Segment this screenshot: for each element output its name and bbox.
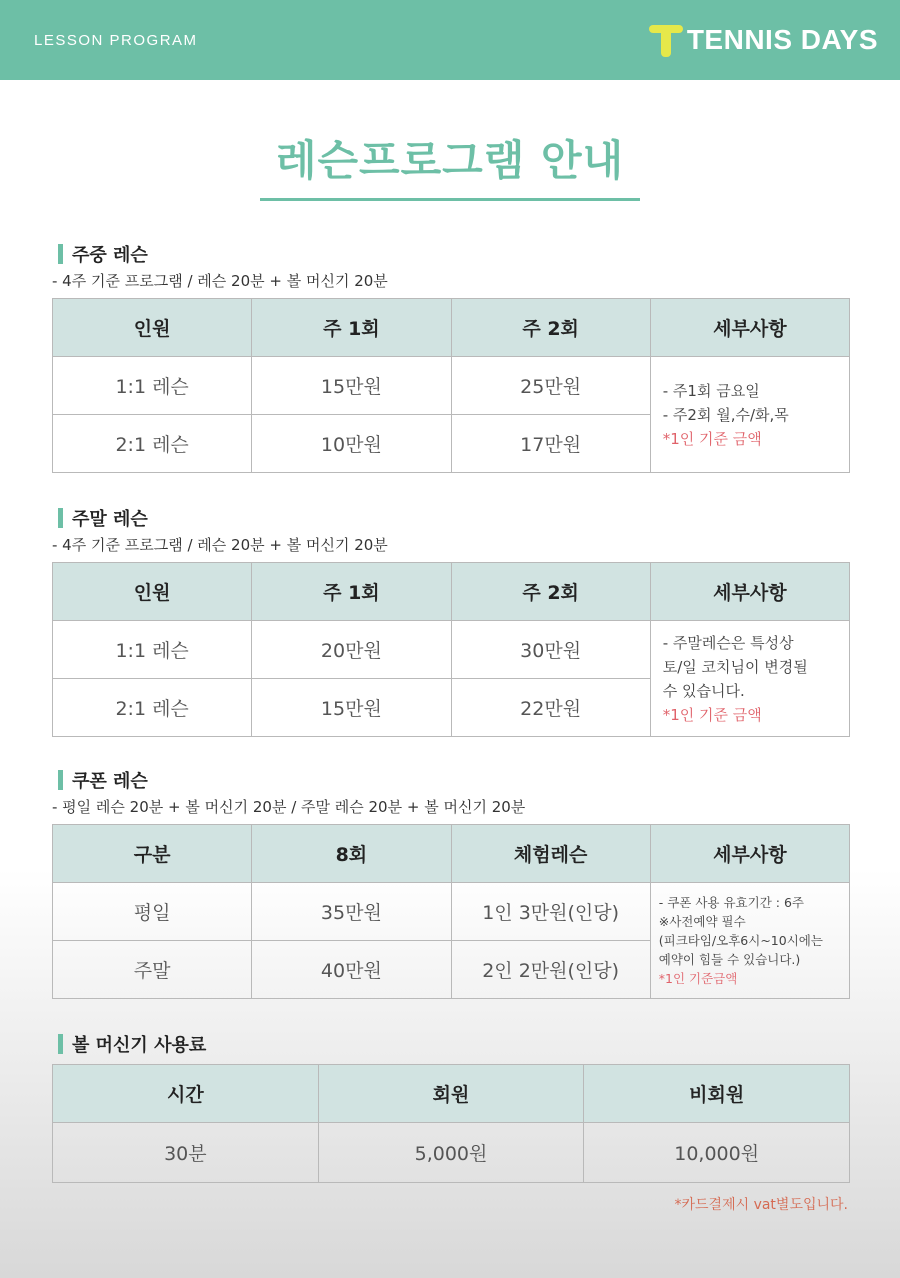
table-cell: 10,000원 [584,1123,850,1183]
table-cell: 15만원 [252,679,451,737]
weekday-subtitle: - 4주 기준 프로그램 / 레슨 20분 + 볼 머신기 20분 [52,272,388,290]
table-cell: 22만원 [451,679,650,737]
detail-line: - 주1회 금요일 [662,381,760,400]
column-header: 시간 [53,1065,319,1123]
section-marker [58,1034,63,1054]
detail-line: 예약이 힘들 수 있습니다.) [658,952,801,967]
table-cell: 17만원 [451,415,650,473]
header-label: LESSON PROGRAM [34,31,198,49]
column-header: 세부사항 [650,299,849,357]
column-header: 세부사항 [650,825,849,883]
detail-note: *1인 기준 금액 [662,429,762,448]
title-wrap [0,128,900,201]
table-cell: 10만원 [252,415,451,473]
coupon-heading [52,768,850,792]
column-header: 주 2회 [451,299,650,357]
table-row [53,883,850,941]
table-cell: 2:1 레슨 [53,679,252,737]
coupon-section [52,768,850,999]
table-cell: 40만원 [252,941,451,999]
section-marker [58,244,63,264]
details-cell [650,883,849,999]
weekend-table [52,562,850,737]
table-cell: 평일 [53,883,252,941]
coupon-subtitle: - 평일 레슨 20분 + 볼 머신기 20분 / 주말 레슨 20분 + 볼 머신기 20분 [52,798,526,816]
table-cell: 2인 2만원(인당) [451,941,650,999]
weekend-section [52,506,850,737]
table-cell: 1인 3만원(인당) [451,883,650,941]
table-cell: 30분 [53,1123,319,1183]
table-cell: 5,000원 [318,1123,584,1183]
column-header: 비회원 [584,1065,850,1123]
machine-heading-text: 볼 머신기 사용료 [72,1035,207,1056]
table-cell: 1:1 레슨 [53,357,252,415]
weekend-heading [52,506,850,530]
table-cell: 1:1 레슨 [53,621,252,679]
coupon-table [52,824,850,999]
machine-heading [52,1032,850,1056]
coupon-heading-text: 쿠폰 레슨 [72,771,148,792]
machine-section [52,1032,850,1183]
detail-line: - 주말레슨은 특성상 [662,633,794,652]
detail-line: (피크타임/오후6시~10시에는 [658,933,823,948]
table-row [53,357,850,415]
detail-line: - 쿠폰 사용 유효기간 : 6주 [658,895,804,910]
header-bar [0,0,900,80]
detail-line: ※사전예약 필수 [658,914,746,929]
details-cell [650,357,849,473]
table-cell: 2:1 레슨 [53,415,252,473]
brand-logo [649,21,878,59]
table-row [53,1123,850,1183]
detail-line: - 주2회 월,수/화,목 [662,405,789,424]
table-header-row [53,563,850,621]
table-cell: 주말 [53,941,252,999]
weekday-table [52,298,850,473]
detail-line: 수 있습니다. [662,681,745,700]
details-cell [650,621,849,737]
column-header: 주 2회 [451,563,650,621]
weekday-heading [52,242,850,266]
table-cell: 25만원 [451,357,650,415]
table-cell: 15만원 [252,357,451,415]
column-header: 회원 [318,1065,584,1123]
weekday-heading-text: 주중 레슨 [72,245,148,266]
page-title: 레슨프로그램 안내 [260,128,640,201]
table-header-row [53,299,850,357]
weekend-subtitle: - 4주 기준 프로그램 / 레슨 20분 + 볼 머신기 20분 [52,536,388,554]
column-header: 구분 [53,825,252,883]
section-marker [58,508,63,528]
table-header-row [53,1065,850,1123]
footer-note: *카드결제시 vat별도입니다. [674,1197,848,1213]
column-header: 세부사항 [650,563,849,621]
column-header: 체험레슨 [451,825,650,883]
detail-note: *1인 기준금액 [658,971,738,986]
column-header: 주 1회 [252,299,451,357]
table-cell: 30만원 [451,621,650,679]
tennis-t-logo-icon [649,21,683,59]
column-header: 인원 [53,299,252,357]
detail-line: 토/일 코치님이 변경될 [662,657,808,676]
table-row [53,621,850,679]
column-header: 인원 [53,563,252,621]
weekend-heading-text: 주말 레슨 [72,509,148,530]
machine-table [52,1064,850,1183]
logo-text: TENNIS DAYS [686,24,878,55]
detail-note: *1인 기준 금액 [662,705,762,724]
table-cell: 35만원 [252,883,451,941]
section-marker [58,770,63,790]
weekday-section [52,242,850,473]
table-cell: 20만원 [252,621,451,679]
column-header: 8회 [252,825,451,883]
column-header: 주 1회 [252,563,451,621]
table-header-row [53,825,850,883]
